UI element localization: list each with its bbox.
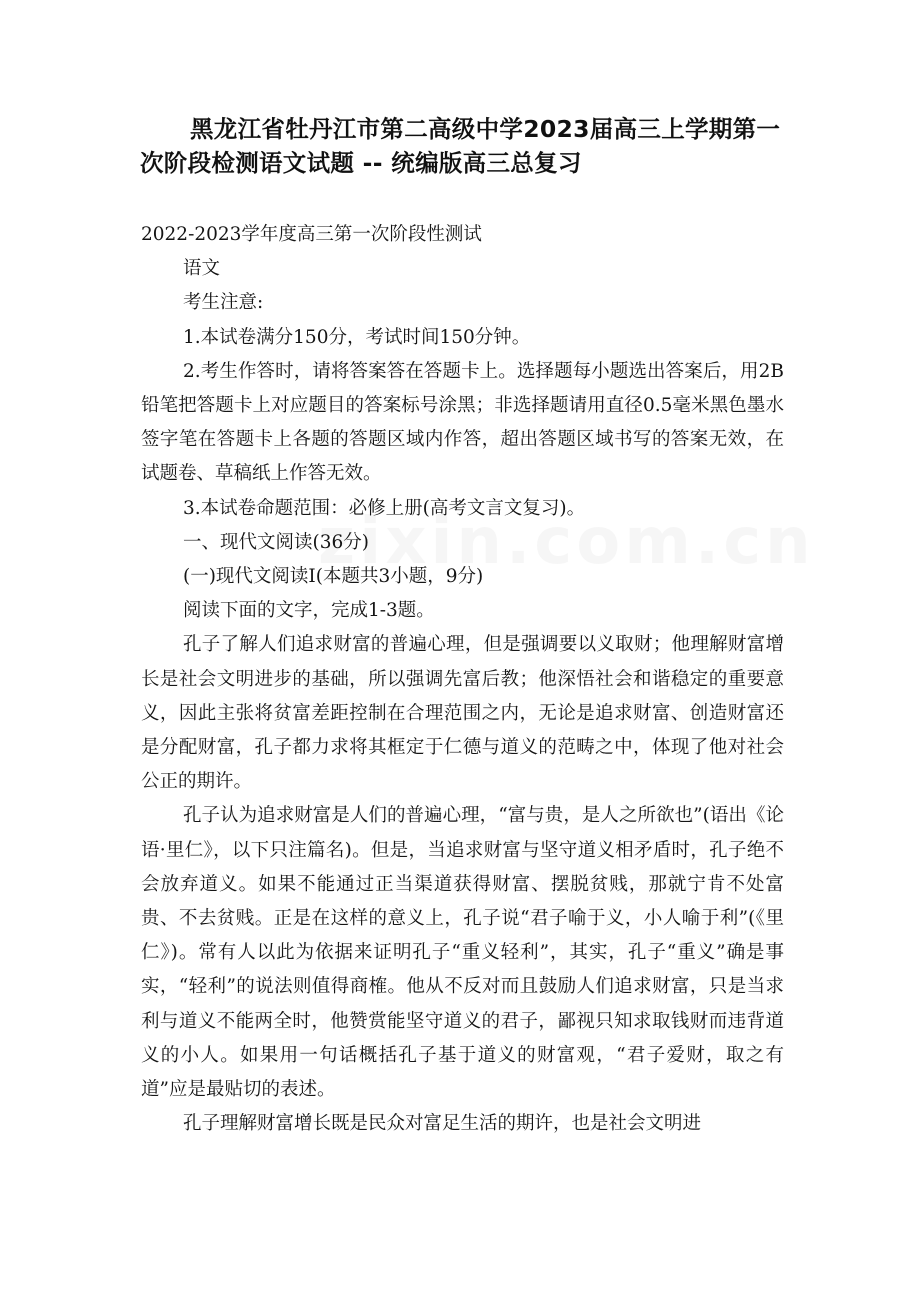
notice-item: 2.考生作答时，请将答案答在答题卡上。选择题每小题选出答案后，用2B铅笔把答题卡上对应题目的答案标号涂黑；非选择题请用直径0.5毫米黑色墨水签字笔在答题卡上各题的答题区域内作答，超出答题区域书写的答案无效，在试题卷、草稿纸上作答无效。 <box>141 360 784 485</box>
passage-paragraph: 孔子了解人们追求财富的普遍心理，但是强调要以义取财；他理解财富增长是社会文明进步的基础，所以强调先富后教；他深悟社会和谐稳定的重要意义，因此主张将贫富差距控制在合理范围之内，无论是追求财富、创造财富还是分配财富，孔子都力求将其框定于仁德与道义的范畴之中，体现了他对社会公正的期许。 <box>141 634 784 793</box>
subject-label: 语文 <box>183 258 221 280</box>
header-line: 2022-2023学年度高三第一次阶段性测试 <box>141 224 482 245</box>
passage-paragraph: 孔子理解财富增长既是民众对富足生活的期许，也是社会文明进 <box>183 1113 702 1135</box>
section-heading: 一、现代文阅读(36分) <box>183 531 369 553</box>
document-title: 黑龙江省牡丹江市第二高级中学2023届高三上学期第一次阶段检测语文试题 -- 统编版高三总复习 <box>140 115 781 177</box>
instruction: 阅读下面的文字，完成1-3题。 <box>183 600 435 622</box>
document-body <box>141 218 784 1141</box>
passage-paragraph: 孔子认为追求财富是人们的普遍心理，“富与贵，是人之所欲也”(语出《论语·里仁》，以下只注篇名)。但是，当追求财富与坚守道义相矛盾时，孔子绝不会放弃道义。如果不能通过正当渠道获得财富、摆脱贫贱，那就宁肯不处富贵、不去贫贱。正是在这样的意义上，孔子说“君子喻于义，小人喻于利”(《里仁》)。常有人以此为依据来证明孔子“重义轻利”，其实，孔子“重义”确是事实，“轻利”的说法则值得商榷。他从不反对而且鼓励人们追求财富，只是当求利与道义不能两全时，他赞赏能坚守道义的君子，鄙视只知求取钱财而违背道义的小人。如果用一句话概括孔子基于道义的财富观，“君子爱财，取之有道”应是最贴切的表述。 <box>141 805 784 1101</box>
subsection-heading: (一)现代文阅读Ⅰ(本题共3小题，9分) <box>183 566 484 588</box>
notice-item: 1.本试卷满分150分，考试时间150分钟。 <box>183 326 531 348</box>
notice-item: 3.本试卷命题范围：必修上册(高考文言文复习)。 <box>183 497 586 519</box>
notice-heading: 考生注意: <box>183 292 264 314</box>
